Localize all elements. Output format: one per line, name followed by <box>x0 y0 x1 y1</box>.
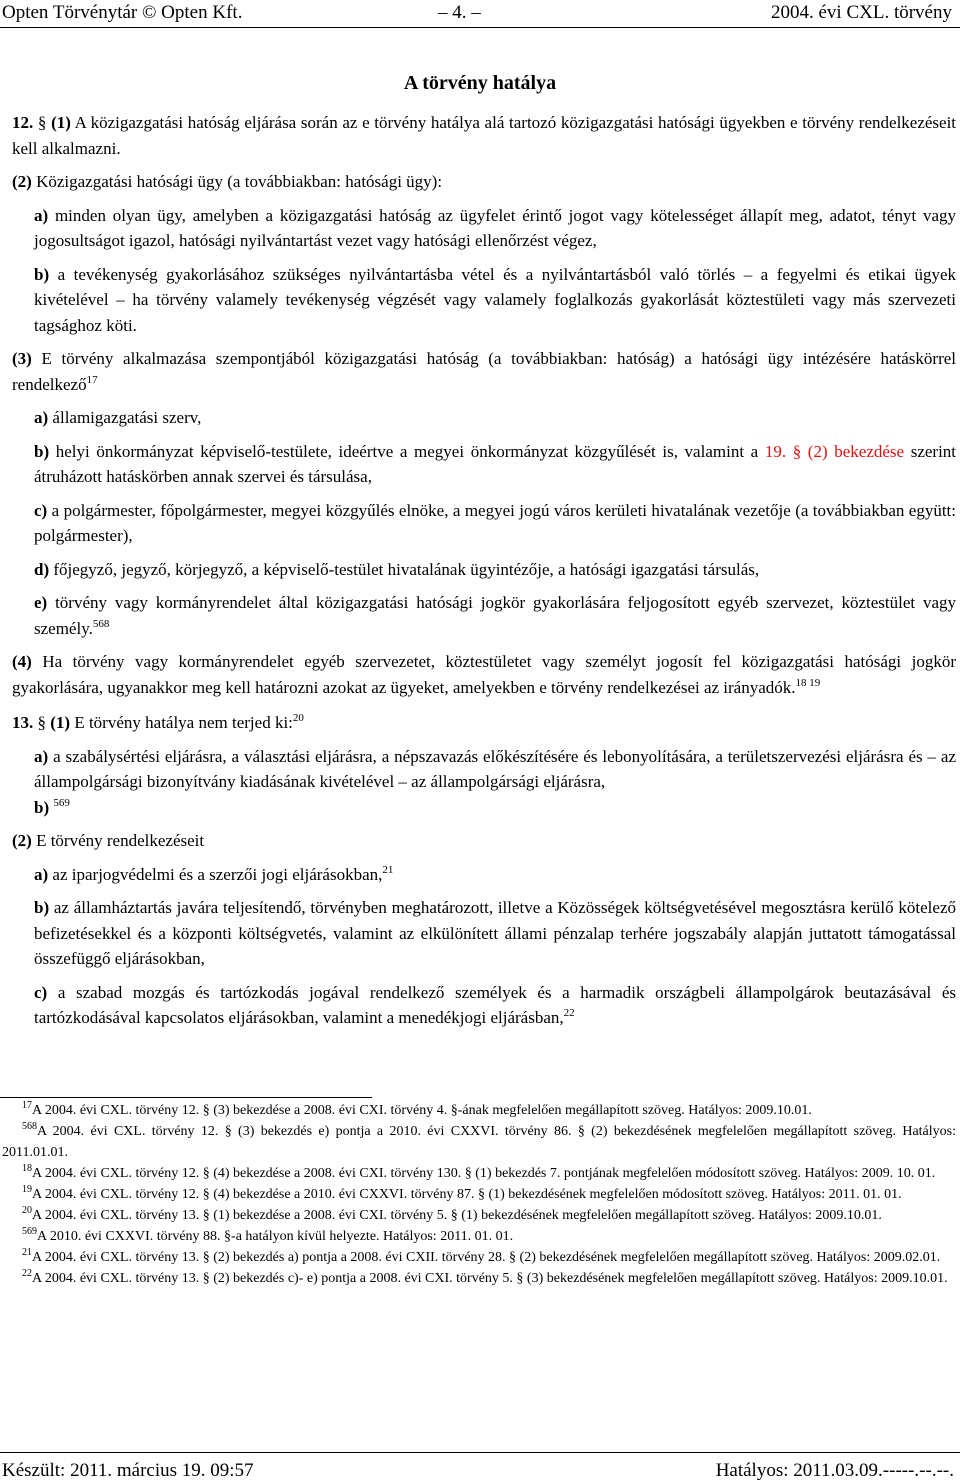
main-content <box>12 110 956 1031</box>
s12-p3-d <box>12 557 956 583</box>
footnote-ref-22[interactable]: 22 <box>563 1007 575 1019</box>
footnote-text: A 2004. évi CXL. törvény 13. § (1) bekezdése a 2008. évi CXI. törvény 5. § (1) bekezdésének megfelelően megállapított szöveg. Hatályos: 2009.10.01. <box>32 1208 882 1223</box>
footnote-num: 20 <box>22 1205 32 1216</box>
s13-p2-b-label: b) <box>34 898 50 917</box>
s12-p3-b-text1: helyi önkormányzat képviselő-testülete, ideértve a megyei önkormányzat közgyűlését is, valamint a <box>55 441 759 461</box>
s12-p3-c-label: c) <box>34 500 48 520</box>
s12-p2-text: Közigazgatási hatósági ügy (a továbbiakban: hatósági ügy): <box>36 172 443 191</box>
footnote-ref-21[interactable]: 21 <box>382 863 394 876</box>
s12-p1-label: (1) <box>51 113 71 132</box>
s12-p3-a-label: a) <box>34 408 49 427</box>
s13-p1-b <box>12 795 956 821</box>
footnote-text: A 2004. évi CXL. törvény 13. § (2) bekezdés c)- e) pontja a 2008. évi CXI. törvény 5. § (3) bekezdésének megfelelően megállapított szöveg. Hatályos: 2009.10.01. <box>32 1271 948 1286</box>
s12-p3-a <box>12 405 956 431</box>
s12-p3-e-label: e) <box>34 593 48 612</box>
footnote-ref-569[interactable]: 569 <box>53 796 70 809</box>
footnote-num: 569 <box>22 1226 37 1237</box>
footnote-text: A 2004. évi CXL. törvény 12. § (3) bekezdés e) pontja a 2010. évi CXXVI. törvény 86. § (2) bekezdésének megfelelően megállapított szöveg. Hatályos: 2011.01.01. <box>2 1124 956 1160</box>
header-left: Opten Törvénytár © Opten Kft. <box>2 2 243 23</box>
s13-p1-a <box>12 744 956 795</box>
s12-num: 12. <box>12 113 34 132</box>
s12-p3-b-label: b) <box>34 441 50 461</box>
footnote-text: A 2004. évi CXL. törvény 12. § (3) bekezdése a 2008. évi CXI. törvény 4. §-ának megfelelően megállapított szöveg. Hatályos: 2009.10.01. <box>32 1103 812 1118</box>
footnote-num: 18 <box>22 1163 32 1174</box>
header-right: 2004. évi CXL. törvény <box>770 2 952 23</box>
header-page-number: – 4. – <box>438 2 481 23</box>
footnote-20 <box>2 1205 956 1226</box>
s12-p2 <box>12 169 956 195</box>
s13-p2-b-text: az államháztartás javára teljesítendő, törvényben meghatározott, illetve a Közösségek költségvetésével megosztásra kerülő kötelező befizetésekkel és a központi költségvetés, valamint az elkülönített állami pénzalap terhére jogszabály alapján juttatott támogatással összefüggő eljárásokban, <box>34 898 956 968</box>
s12-p4-text: Ha törvény vagy kormányrendelet egyéb szervezetet, köztestületet vagy személyt jogosít fel közigazgatási hatósági jogkör gyakorlására, ugyanakkor meg kell határozni azokat az ügyeket, amelyekben e törvény rendelkezései az irányadók. <box>12 652 957 697</box>
s13-p2-c-label: c) <box>34 982 48 1002</box>
footnote-num: 17 <box>22 1100 32 1111</box>
footnote-text: A 2004. évi CXL. törvény 12. § (4) bekezdése a 2010. évi CXXVI. törvény 87. § (1) bekezdésének megfelelően módosított szöveg. Hatályos: 2011. 01. 01. <box>32 1187 902 1202</box>
footnote-num: 568 <box>22 1121 37 1132</box>
footnote-569 <box>2 1226 956 1247</box>
s12-p2-b <box>12 262 956 339</box>
footnote-ref-17[interactable]: 17 <box>86 373 98 386</box>
s13-p1-b-label: b) <box>34 797 50 817</box>
s12-p2-b-label: b) <box>34 264 50 284</box>
s12-sign: § <box>37 113 47 132</box>
footnote-text: A 2004. évi CXL. törvény 12. § (4) bekezdése a 2008. évi CXI. törvény 130. § (1) bekezdés 7. pontjának megfelelően módosított szöveg. Hatályos: 2009. 10. 01. <box>32 1166 936 1181</box>
s12-p1-text: A közigazgatási hatóság eljárása során az e törvény hatálya alá tartozó közigazgatási hatósági ügyekben e törvény rendelkezéseit kell alkalmazni. <box>12 113 957 158</box>
s12-p3-label: (3) <box>12 349 32 368</box>
s13-p2-b <box>12 895 956 972</box>
s13-p2-a-label: a) <box>34 864 49 884</box>
s12-p3-c <box>12 498 956 549</box>
section-title: A törvény hatálya <box>403 72 557 94</box>
s12-p3-text: E törvény alkalmazása szempontjából közigazgatási hatóság (a továbbiakban: hatóság) a hatósági ügy intézésére hatáskörrel rendelkező <box>12 349 956 394</box>
footnote-text: A 2004. évi CXL. törvény 13. § (2) bekezdés a) pontja a 2008. évi CXII. törvény 28. § (2) bekezdésének megfelelően megállapított szöveg. Hatályos: 2009.02.01. <box>32 1250 941 1265</box>
s13-p2 <box>12 828 956 854</box>
s13-p1-a-label: a) <box>34 746 49 766</box>
s13-p2-a-text: az iparjogvédelmi és a szerzői jogi eljárásokban, <box>52 864 383 884</box>
s12-p3-e <box>12 590 956 641</box>
s13-p1-label: (1) <box>50 713 71 732</box>
s12-p3-a-text: államigazgatási szerv, <box>52 408 202 427</box>
footnote-num: 22 <box>22 1268 32 1279</box>
footnote-21 <box>2 1247 956 1268</box>
s13-p1 <box>12 710 956 736</box>
s13-p2-c-text: a szabad mozgás és tartózkodás jogával rendelkező személyek és a harmadik országbeli állampolgárok beutazásával és tartózkodásával kapcsolatos eljárásokban, valamint a menedékjogi eljárásban, <box>34 982 957 1027</box>
s12-p3-d-label: d) <box>34 559 50 579</box>
footnote-ref-20[interactable]: 20 <box>292 712 304 724</box>
s12-p4-label: (4) <box>12 652 32 671</box>
s12-p2-a-text: minden olyan ügy, amelyben a közigazgatási hatóság az ügyfelet érintő jogot vagy kötelességet állapít meg, adatot, tényt vagy jogosultságot igazol, hatósági nyilvántartást vezet vagy hatósági ellenőrzést végez, <box>34 205 956 250</box>
footnote-568 <box>2 1121 956 1163</box>
s12-p3-c-text: a polgármester, főpolgármester, megyei közgyűlés elnöke, a megyei jogú város kerületi hivatalának vezetője (a továbbiakban együtt: polgármester), <box>34 500 956 545</box>
cross-reference-link[interactable]: 19. § (2) bekezdése <box>764 441 905 461</box>
footer-rule <box>0 1452 960 1453</box>
s13-p1-text: E törvény hatálya nem terjed ki: <box>74 713 293 732</box>
s12-p3-e-text: törvény vagy kormányrendelet által közigazgatási hatósági jogkör gyakorlására feljogosított egyéb szervezet, köztestület vagy személy. <box>34 593 956 638</box>
s12-p3 <box>12 346 956 397</box>
footer-effective: Hatályos: 2011.03.09.-----.--.--. <box>715 1460 954 1481</box>
s13-num: 13. <box>12 713 34 732</box>
footnote-17 <box>2 1100 956 1121</box>
s12-p3-d-text: főjegyző, jegyző, körjegyző, a képviselő-testület hivatalának ügyintézője, a hatósági igazgatási társulás, <box>53 559 760 579</box>
s12-p2-label: (2) <box>12 172 32 191</box>
footnote-19 <box>2 1184 956 1205</box>
s12-p2-a <box>12 203 956 254</box>
s12-p4 <box>12 649 956 700</box>
footnote-rule <box>0 1097 372 1098</box>
footnote-ref-18-19[interactable]: 18 19 <box>795 676 821 689</box>
s13-sign: § <box>37 713 46 732</box>
footnote-ref-568[interactable]: 568 <box>92 617 110 630</box>
page-header <box>2 2 952 26</box>
s12-p2-b-text: a tevékenység gyakorlásához szükséges nyilvántartásba vétel és a nyilvántartásból való törlés – a fegyelmi és etikai ügyek kivételével – ha törvény valamely tevékenység végzését vagy valamely foglalkozás gyakorlását köztestületi vagy más szervezeti tagsághoz köti. <box>34 264 957 335</box>
s13-p1-a-text: a szabálysértési eljárásra, a választási eljárásra, a népszavazás előkészítésére és lebonyolítására, a területszervezési eljárásra és – az állampolgársági bizonyítvány kiadásának kivételével – az állampolgársági eljárásra, <box>34 746 957 791</box>
s12-p2-a-label: a) <box>34 205 49 225</box>
s13-p2-a <box>12 862 956 888</box>
s12-p3-b <box>12 439 956 490</box>
footnote-text: A 2010. évi CXXVI. törvény 88. §-a hatályon kívül helyezte. Hatályos: 2011. 01. 01. <box>37 1229 514 1244</box>
footnote-num: 19 <box>22 1184 32 1195</box>
s13-p2-c <box>12 980 956 1031</box>
footnote-num: 21 <box>22 1247 32 1258</box>
s13-p2-label: (2) <box>12 831 32 850</box>
footnotes <box>2 1100 956 1289</box>
footnote-22 <box>2 1268 956 1289</box>
s13-p2-text: E törvény rendelkezéseit <box>36 831 205 850</box>
footer-created: Készült: 2011. március 19. 09:57 <box>2 1460 254 1481</box>
s12-p3-b-text2: szerint átruházott hatáskörben annak szervei és társulása, <box>34 441 957 486</box>
footnote-18 <box>2 1163 956 1184</box>
s12-p1 <box>12 110 956 161</box>
header-rule <box>0 27 960 28</box>
